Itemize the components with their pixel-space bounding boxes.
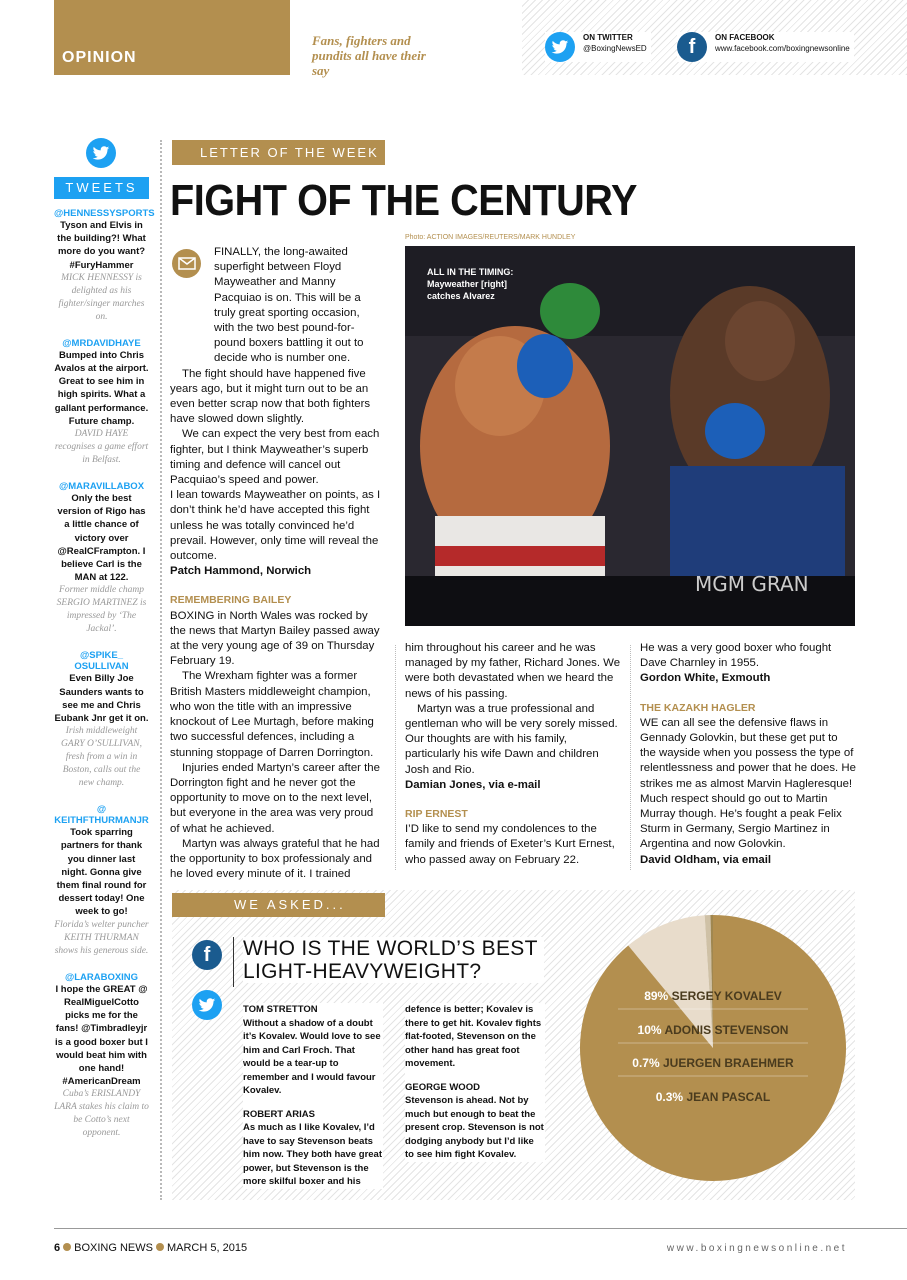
we-asked-label: WE ASKED... bbox=[172, 893, 385, 917]
footer-url[interactable]: www.boxingnewsonline.net bbox=[666, 1243, 847, 1254]
question-title bbox=[243, 937, 544, 983]
ernest-paragraph: He was a very good boxer who fought Dave Charnley in 1955. bbox=[640, 642, 832, 670]
tweet-caption: Former middle champ SERGIO MARTINEZ is impressed by ‘The Jackal’. bbox=[56, 585, 147, 635]
bailey-title: REMEMBERING BAILEY bbox=[170, 594, 292, 607]
ernest-signature: Gordon White, Exmouth bbox=[640, 672, 771, 685]
bailey-paragraph: The Wrexham fighter was a former British Masters middleweight champion, who won the title with an impressive knockout of Lee Murtagh, before making two successful defences, including a stunning stoppage of Darren Dorrington. bbox=[170, 670, 374, 759]
letter-column bbox=[170, 245, 383, 882]
tweet-caption: Cuba’s ERISLANDY LARA stakes his claim to be Cotto’s next opponent. bbox=[54, 1089, 149, 1139]
tweet-caption: DAVID HAYE recognises a game effort in Belfast. bbox=[54, 429, 149, 466]
bailey-paragraph: Martyn was a true professional and gentleman who will be very sorely missed. Our thoughts are with his family, particularly his wife Dawn and children Josh and Rio. bbox=[405, 702, 618, 776]
tweet-handle[interactable]: @MRDAVIDHAYE bbox=[62, 337, 141, 349]
tweet-body: Even Billy Joe Saunders wants to see me and Chris Eubank Jnr get it on. bbox=[54, 673, 149, 725]
answers-column-1 bbox=[243, 1003, 383, 1189]
tweet-handle[interactable]: @SPIKE_ OSULLIVAN bbox=[74, 650, 129, 673]
letter-signature: Patch Hammond, Norwich bbox=[170, 565, 312, 578]
photo-caption-line: catches Alvarez bbox=[427, 291, 495, 301]
twitter-block[interactable] bbox=[545, 32, 651, 62]
tweets-title: TWEETS bbox=[54, 177, 149, 199]
svg-text:MGM GRAN: MGM GRAN bbox=[695, 572, 809, 596]
bailey-paragraph: Injuries ended Martyn’s career after the Dorrington fight and he never got the opportunity to move on to the next level, but everyone in the area was very proud of what he achieved. bbox=[170, 761, 380, 835]
right-column bbox=[640, 641, 856, 868]
tweet-handle[interactable]: @HENNESSYSPORTS bbox=[54, 208, 155, 219]
photo-caption bbox=[427, 266, 513, 302]
kazakh-title: THE KAZAKH HAGLER bbox=[640, 701, 756, 714]
poll-pie-chart bbox=[578, 913, 848, 1183]
pie-svg bbox=[578, 913, 848, 1183]
issue-date: MARCH 5, 2015 bbox=[166, 1242, 248, 1254]
facebook-icon: f bbox=[677, 32, 707, 62]
middle-column bbox=[405, 641, 623, 868]
ernest-paragraph: I’D like to send my condolences to the family and friends of Exeter’s Kurt Ernest, who passed away on February 22. bbox=[405, 823, 615, 866]
answer-text: Without a shadow of a doubt it’s Kovalev. Would love to see him and Carl Froch. That would be a tear-up to remember and I would favour Kovalev. bbox=[243, 1017, 381, 1096]
twitter-label: ON TWITTER bbox=[583, 33, 633, 42]
fight-photo bbox=[405, 246, 855, 626]
tweet-item bbox=[54, 481, 149, 636]
pie-slice-sergey-kovalev bbox=[580, 915, 846, 1181]
pie-label-braehmer: 0.7% JUERGEN BRAEHMER bbox=[632, 1056, 794, 1070]
pie-label-kovalev: 89% SERGEY KOVALEV bbox=[644, 989, 782, 1003]
kazakh-paragraph: WE can all see the defensive flaws in Gennady Golovkin, but these get put to the wayside when you possess the type of relentlessness and power that he does. He strikes me as almost Marvin Hagleresque! Much respect should go out to Martin Murray though. He’s fought a peak Felix Sturm in Germany, Sergio Martinez in Argentina and now Golovkin. bbox=[640, 716, 856, 851]
pie-label-pascal: 0.3% JEAN PASCAL bbox=[655, 1090, 771, 1104]
tweet-item bbox=[54, 804, 149, 957]
tweet-body: Bumped into Chris Avalos at the airport. Great to see him in high spirits. What a gallant performance. Future champ. bbox=[54, 349, 149, 427]
section-tagline: Fans, fighters and pundits all have their say bbox=[312, 33, 426, 78]
headline: FIGHT OF THE CENTURY bbox=[170, 176, 637, 225]
twitter-handle: @BoxingNewsED bbox=[583, 44, 647, 53]
facebook-icon: f bbox=[192, 940, 222, 970]
footer-left bbox=[54, 1242, 247, 1254]
tweet-handle[interactable]: @MARAVILLABOX bbox=[58, 481, 145, 493]
answers-column-2 bbox=[405, 1003, 545, 1162]
letter-paragraph: I lean towards Mayweather on points, as I don’t think he’d have accepted this fight unless he was totally convinced he’d prevail. However, only time will reveal the outcome. bbox=[170, 489, 381, 563]
bailey-signature: Damian Jones, via e-mail bbox=[405, 778, 541, 791]
twitter-icon bbox=[86, 138, 116, 168]
tweet-body: I hope the GREAT @ RealMiguelCotto picks me for the fans! @Timbradleyjr is a good boxer but I would beat him with one hand! #AmericanDream bbox=[55, 983, 148, 1088]
page-number: 6 bbox=[54, 1242, 61, 1254]
answer-text: As much as I like Kovalev, I’d have to say Stevenson beats him now. They both have great power, but Stevenson is the more skilful boxer and his bbox=[243, 1122, 382, 1187]
section-banner bbox=[54, 0, 290, 75]
footer-rule bbox=[54, 1228, 907, 1229]
column-divider bbox=[395, 645, 396, 870]
facebook-label: ON FACEBOOK bbox=[715, 33, 775, 42]
twitter-icon bbox=[545, 32, 575, 62]
publication: BOXING NEWS bbox=[74, 1242, 153, 1254]
facebook-block[interactable] bbox=[677, 32, 854, 62]
facebook-url: www.facebook.com/boxingnewsonline bbox=[715, 44, 850, 53]
question-rule bbox=[233, 937, 234, 987]
tweet-caption: Florida’s welter puncher KEITH THURMAN shows his generous side. bbox=[54, 919, 149, 956]
letter-paragraph: The fight should have happened five years ago, but it might turn out to be an even better scrap now that both fighters have slowed down slightly. bbox=[170, 367, 371, 426]
bailey-paragraph: him throughout his career and he was managed by my father, Richard Jones. We were both devastated when we heard the news of his passing. bbox=[405, 642, 621, 700]
ernest-title: RIP ERNEST bbox=[405, 808, 468, 821]
tweet-item bbox=[54, 972, 149, 1141]
letter-of-week-label: LETTER OF THE WEEK bbox=[172, 140, 385, 165]
answer-text: defence is better; Kovalev is there to get hit. Kovalev fights flat-footed, Stevenson on the other hand has great foot movement. bbox=[405, 1004, 542, 1069]
bailey-paragraph: BOXING in North Wales was rocked by the news that Martyn Bailey passed away at the very young age of 39 on Thursday February 19. bbox=[170, 609, 380, 668]
kazakh-signature: David Oldham, via email bbox=[640, 853, 772, 866]
tweet-handle[interactable]: @LARABOXING bbox=[64, 971, 139, 983]
column-divider bbox=[160, 140, 162, 1200]
pie-label-stevenson: 10% ADONIS STEVENSON bbox=[637, 1023, 789, 1037]
tweet-caption: MICK HENNESSY is delighted as his fighter/singer marches on. bbox=[58, 272, 145, 322]
letter-paragraph: We can expect the very best from each fighter, but I think Mayweather’s superb timing and defence will cancel out Pacquiao’s speed and power. bbox=[170, 428, 380, 487]
tweet-item bbox=[54, 208, 155, 324]
tweets-list bbox=[54, 208, 155, 1154]
section-title: OPINION bbox=[62, 49, 137, 66]
answer-name: ROBERT ARIAS bbox=[243, 1108, 315, 1120]
column-divider bbox=[630, 645, 631, 870]
tweet-handle[interactable]: @ KEITHFTHURMANJR bbox=[54, 804, 149, 827]
question-line: WHO IS THE WORLD’S BEST bbox=[243, 937, 538, 960]
answer-name: TOM STRETTON bbox=[243, 1004, 318, 1015]
letter-paragraph: FINALLY, the long-awaited superfight between Floyd Mayweather and Manny Pacquiao is on. This will be a truly great sporting occasion, with the two best pound-for-pound boxers battling it out to decide who is number one. bbox=[214, 246, 364, 365]
photo-credit: Photo: ACTION IMAGES/REUTERS/MARK HUNDLEY bbox=[405, 234, 576, 241]
tweet-item bbox=[54, 650, 149, 790]
answer-text: Stevenson is ahead. Not by much but enough to beat the present crop. Stevenson is not dodging anybody but I’d like to see him fight Kovalev. bbox=[405, 1095, 544, 1160]
tweet-body: Took sparring partners for thank you dinner last night. Gonna give them final round for dessert today! One week to go! bbox=[56, 827, 147, 918]
tweet-body: Tyson and Elvis in the building?! What more do you want? #FuryHammer bbox=[57, 220, 146, 271]
answer-name: GEORGE WOOD bbox=[405, 1081, 480, 1093]
tweet-item bbox=[54, 338, 149, 467]
twitter-icon bbox=[192, 990, 222, 1020]
bailey-paragraph: Martyn was always grateful that he had the opportunity to box professionaly and he loved every minute of it. I trained bbox=[170, 837, 380, 881]
photo-caption-line: Mayweather [right] bbox=[427, 279, 508, 289]
tweet-body: Only the best version of Rigo has a little chance of victory over @RealCFrampton. I believe Carl is the MAN at 122. bbox=[57, 493, 146, 584]
question-line: LIGHT-HEAVYWEIGHT? bbox=[243, 960, 482, 983]
tweet-caption: Irish middleweight GARY O’SULLIVAN, fresh from a win in Boston, calls out the new champ. bbox=[61, 726, 142, 789]
photo-caption-line: ALL IN THE TIMING: bbox=[427, 267, 514, 277]
